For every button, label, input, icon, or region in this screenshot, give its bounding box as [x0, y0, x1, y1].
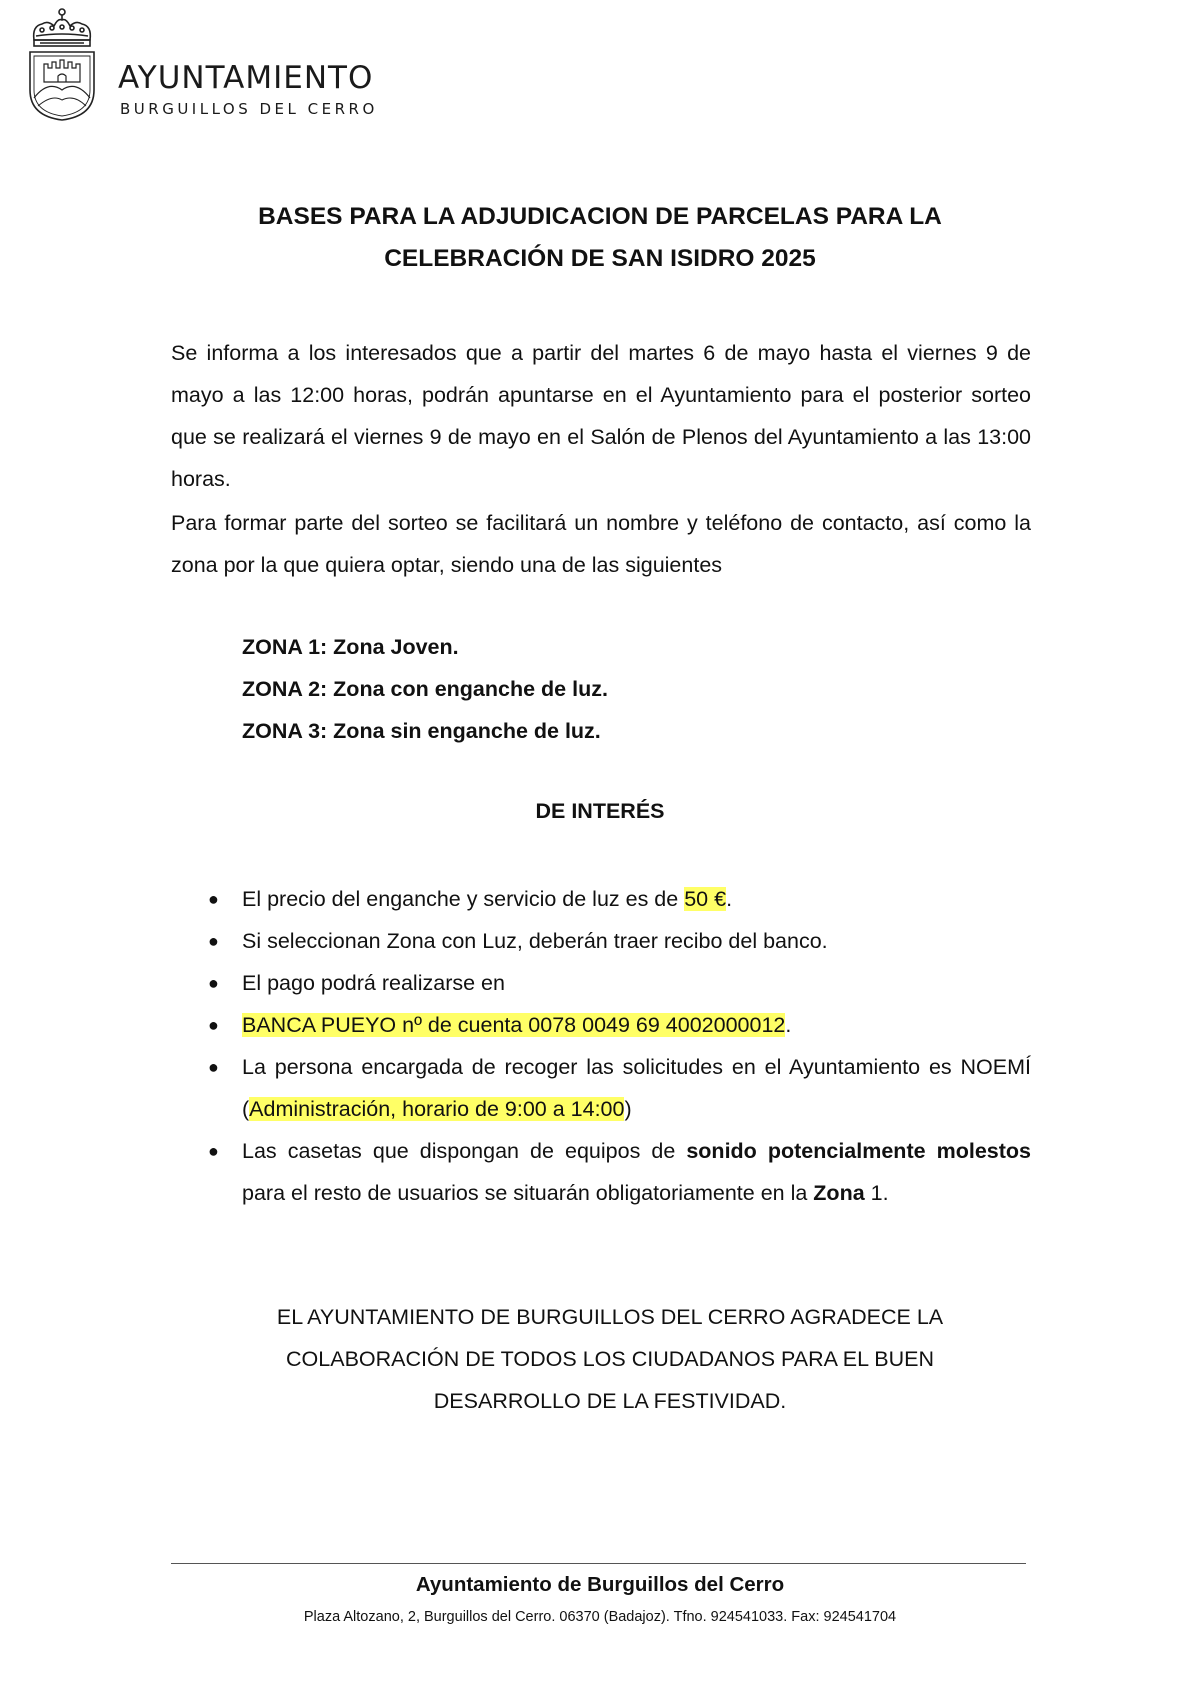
bullet-text: La persona encargada de recoger las solicitudes en el Ayuntamiento es NOEMÍ ( — [242, 1055, 1031, 1121]
bullet-text-end: ) — [624, 1097, 632, 1121]
interest-bullet-list — [208, 878, 1031, 1214]
letterhead-subtitle: BURGUILLOS DEL CERRO — [120, 100, 378, 118]
closing-statement — [230, 1296, 990, 1422]
coat-of-arms-icon — [26, 6, 98, 124]
price-highlight: 50 € — [684, 887, 727, 911]
closing-line-1: EL AYUNTAMIENTO DE BURGUILLOS DEL CERRO AGRADECE LA — [276, 1305, 944, 1329]
bullet-item-contact — [208, 1046, 1031, 1130]
bullet-text: El pago podrá realizarse en — [242, 971, 505, 995]
bullet-text: Si seleccionan Zona con Luz, deberán traer recibo del banco. — [242, 929, 828, 953]
document-title — [170, 196, 1030, 280]
bold-sound-text: sonido potencialmente molestos — [686, 1139, 1031, 1163]
paragraph-intro: Se informa a los interesados que a partir del martes 6 de mayo hasta el viernes 9 de mayo a las 12:00 horas, podrán apuntarse en el Ayuntamiento para el posterior sorteo que se realizará el viernes 9 de mayo en el Salón de Plenos del Ayuntamiento a las 13:00 horas. — [171, 341, 1031, 491]
bullet-item-account — [208, 1004, 1031, 1046]
closing-line-2: COLABORACIÓN DE TODOS LOS CIUDADANOS PARA EL BUEN — [286, 1347, 934, 1371]
bullet-icon: ● — [208, 973, 219, 993]
letterhead-title: AYUNTAMIENTO — [118, 60, 374, 96]
zone-item: ZONA 1: Zona Joven. — [242, 635, 459, 659]
footer-address: Plaza Altozano, 2, Burguillos del Cerro. 06370 (Badajoz). Tfno. 924541033. Fax: 924541704 — [303, 1609, 897, 1625]
title-line-2: CELEBRACIÓN DE SAN ISIDRO 2025 — [384, 245, 816, 272]
closing-line-3: DESARROLLO DE LA FESTIVIDAD. — [433, 1389, 787, 1413]
bullet-item-sound — [208, 1130, 1031, 1214]
bullet-text-mid: para el resto de usuarios se situarán obligatoriamente en la — [242, 1181, 814, 1205]
footer-name: Ayuntamiento de Burguillos del Cerro — [415, 1573, 785, 1596]
bullet-icon: ● — [208, 1141, 219, 1161]
bullet-text-end: . — [785, 1013, 792, 1037]
title-line-1: BASES PARA LA ADJUDICACION DE PARCELAS PARA LA — [258, 203, 942, 230]
zone-item: ZONA 3: Zona sin enganche de luz. — [242, 719, 601, 743]
account-highlight: BANCA PUEYO nº de cuenta 0078 0049 69 4002000012 — [242, 1013, 786, 1037]
bullet-icon: ● — [208, 1015, 219, 1035]
zone-item: ZONA 2: Zona con enganche de luz. — [242, 677, 608, 701]
bullet-icon: ● — [208, 889, 219, 909]
bullet-text-end: 1. — [864, 1181, 889, 1205]
zones-list — [242, 626, 608, 752]
interest-heading: DE INTERÉS — [535, 799, 665, 823]
letterhead — [26, 6, 378, 132]
bullet-text-end: . — [726, 887, 733, 911]
bullet-item-payment — [208, 962, 1031, 1004]
bullet-icon: ● — [208, 931, 219, 951]
bullet-icon: ● — [208, 1057, 219, 1077]
schedule-highlight: Administración, horario de 9:00 a 14:00 — [249, 1097, 625, 1121]
bullet-text: Las casetas que dispongan de equipos de — [242, 1139, 687, 1163]
bullet-item-price — [208, 878, 1031, 920]
footer-divider — [171, 1563, 1026, 1564]
bold-zona-text: Zona — [813, 1181, 865, 1205]
bullet-item-receipt — [208, 920, 1031, 962]
bullet-text: El precio del enganche y servicio de luz es de — [242, 887, 685, 911]
paragraph-requirements: Para formar parte del sorteo se facilitará un nombre y teléfono de contacto, así como la zona por la que quiera optar, siendo una de las siguientes — [171, 511, 1031, 577]
